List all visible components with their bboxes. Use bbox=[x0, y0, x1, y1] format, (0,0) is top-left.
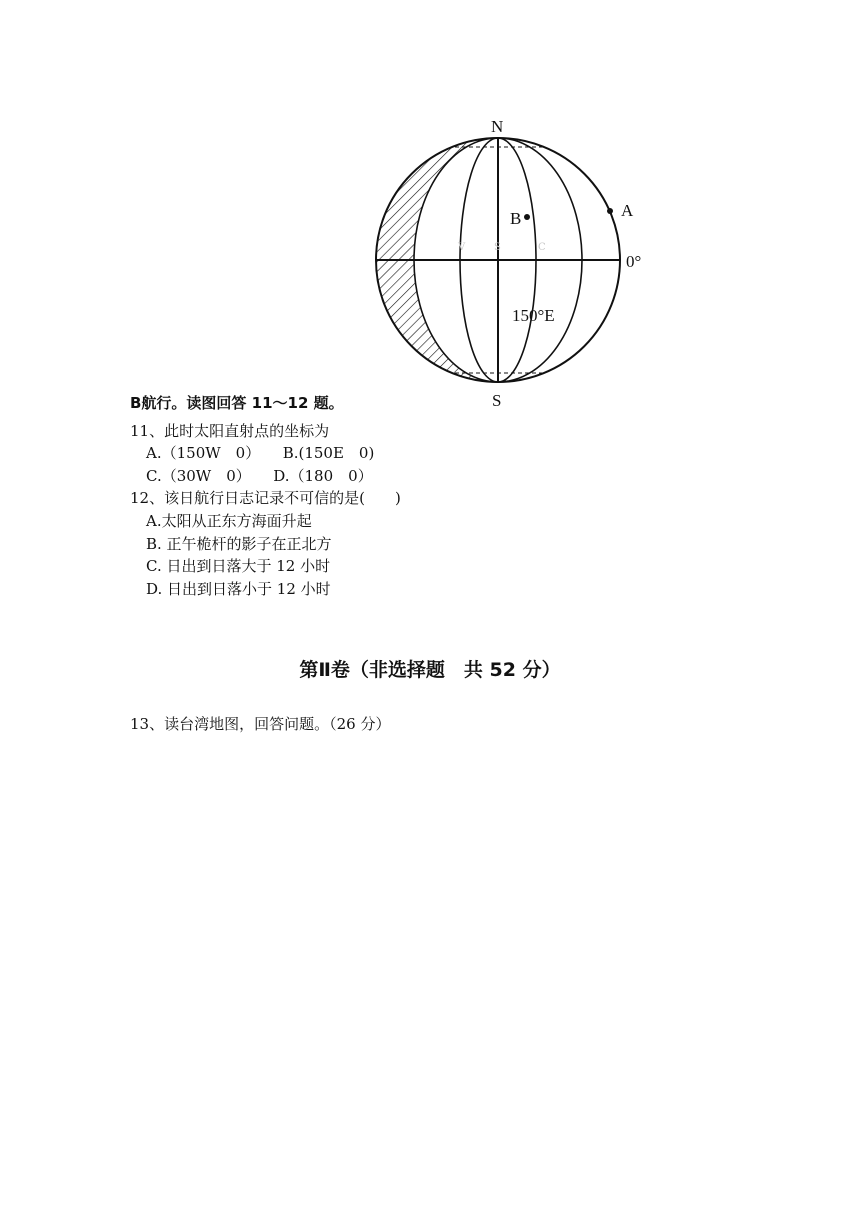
section-ii-title: 第Ⅱ卷（非选择题 共 52 分） bbox=[299, 659, 561, 681]
q11-stem: 11、此时太阳直射点的坐标为 bbox=[130, 422, 330, 440]
q12-option-d: D. 日出到日落小于 12 小时 bbox=[146, 580, 331, 598]
meridian-label: 150°E bbox=[512, 306, 555, 325]
equator-label: 0° bbox=[626, 252, 642, 271]
intro-text: B航行。读图回答 11～12 题。 bbox=[130, 394, 344, 412]
q12-option-a: A.太阳从正东方海面升起 bbox=[146, 512, 312, 530]
q11-options-row2: C.（30W 0） D.（180 0） bbox=[146, 467, 373, 485]
point-a-label: A bbox=[621, 201, 634, 220]
svg-text:V: V bbox=[458, 242, 466, 253]
q11-options-row1: A.（150W 0） B.(150E 0) bbox=[146, 444, 375, 462]
svg-text:S: S bbox=[494, 242, 501, 253]
q12-option-c: C. 日出到日落大于 12 小时 bbox=[146, 557, 331, 575]
point-a-dot bbox=[607, 208, 613, 214]
south-label: S bbox=[492, 391, 502, 410]
point-b-dot bbox=[524, 214, 530, 220]
q12-option-b: B. 正午桅杆的影子在正北方 bbox=[146, 535, 332, 553]
point-b-label: B bbox=[510, 209, 522, 228]
globe-diagram bbox=[360, 110, 660, 410]
q12-stem: 12、该日航行日志记录不可信的是( ) bbox=[130, 489, 401, 507]
faint-marks bbox=[457, 242, 546, 253]
svg-text:C: C bbox=[538, 242, 546, 253]
q13-stem: 13、读台湾地图，回答问题。（26 分） bbox=[130, 715, 391, 733]
north-label: N bbox=[491, 117, 504, 136]
